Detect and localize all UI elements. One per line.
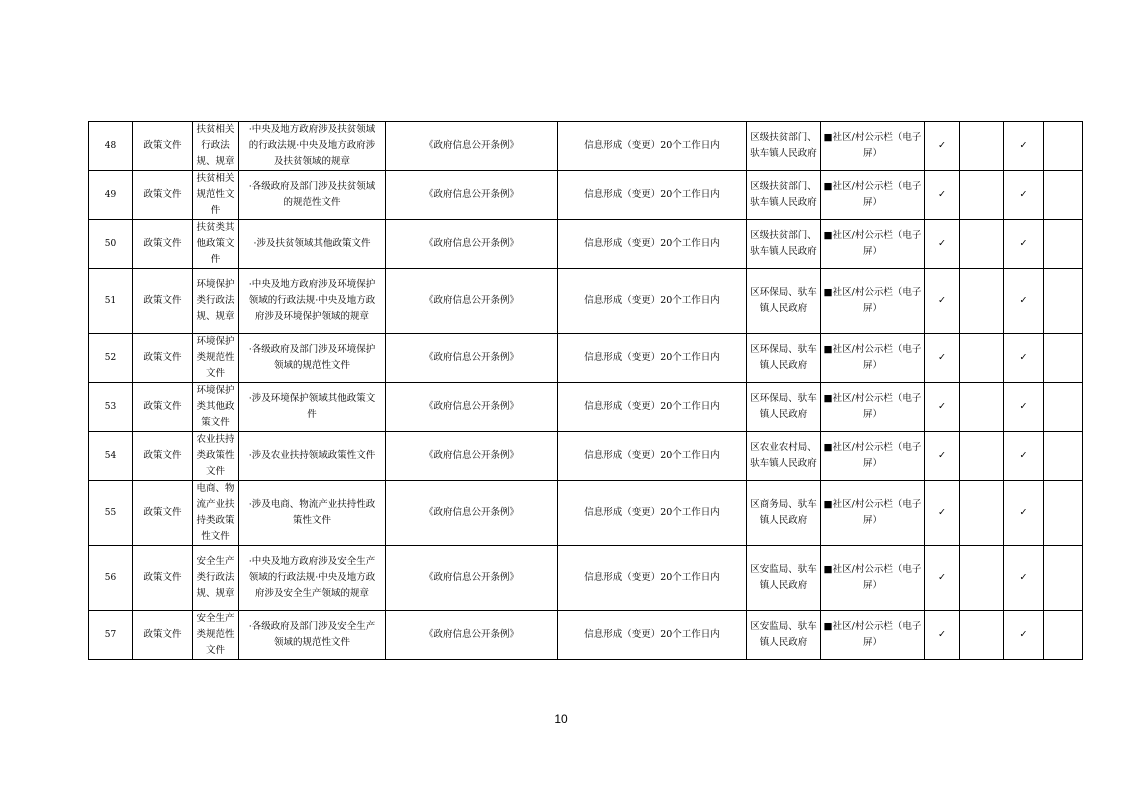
row-time-limit: 信息形成（变更）20个工作日内 [558,432,747,481]
row-basis: 《政府信息公开条例》 [386,546,558,611]
empty-cell [960,122,1004,171]
row-time-limit: 信息形成（变更）20个工作日内 [558,611,747,660]
check-cell: ✓ [925,171,960,220]
empty-cell [1044,269,1083,334]
check-cell: ✓ [1004,334,1044,383]
row-basis: 《政府信息公开条例》 [386,220,558,269]
row-content: ·涉及电商、物流产业扶持性政策性文件 [239,481,386,546]
empty-cell [1044,383,1083,432]
check-cell: ✓ [925,334,960,383]
empty-cell [1044,432,1083,481]
row-basis: 《政府信息公开条例》 [386,383,558,432]
empty-cell [960,432,1004,481]
row-time-limit: 信息形成（变更）20个工作日内 [558,171,747,220]
empty-cell [1044,611,1083,660]
row-basis: 《政府信息公开条例》 [386,334,558,383]
check-cell: ✓ [925,220,960,269]
empty-cell [960,546,1004,611]
check-cell: ✓ [1004,481,1044,546]
row-category: 政策文件 [133,481,193,546]
row-basis: 《政府信息公开条例》 [386,611,558,660]
check-cell: ✓ [1004,122,1044,171]
check-cell: ✓ [1004,611,1044,660]
row-subcategory: 电商、物流产业扶持类政策性文件 [193,481,239,546]
row-basis: 《政府信息公开条例》 [386,481,558,546]
row-number: 50 [89,220,133,269]
row-content: ·中央及地方政府涉及扶贫领域的行政法规·中央及地方政府涉及扶贫领域的规章 [239,122,386,171]
row-time-limit: 信息形成（变更）20个工作日内 [558,122,747,171]
row-channel: ■社区/村公示栏（电子屏） [821,481,925,546]
check-cell: ✓ [1004,220,1044,269]
row-category: 政策文件 [133,611,193,660]
table-row [89,220,1083,269]
empty-cell [1044,220,1083,269]
empty-cell [1044,546,1083,611]
row-subject: 区级扶贫部门、驮车镇人民政府 [747,171,821,220]
page-number: 10 [554,712,568,726]
empty-cell [960,171,1004,220]
table-row [89,383,1083,432]
row-channel: ■社区/村公示栏（电子屏） [821,334,925,383]
row-channel: ■社区/村公示栏（电子屏） [821,269,925,334]
table-row [89,122,1083,171]
row-subject: 区安监局、驮车镇人民政府 [747,611,821,660]
row-subject: 区安监局、驮车镇人民政府 [747,546,821,611]
row-content: ·涉及环境保护领域其他政策文件 [239,383,386,432]
row-content: ·中央及地方政府涉及安全生产领域的行政法规·中央及地方政府涉及安全生产领域的规章 [239,546,386,611]
check-cell: ✓ [925,122,960,171]
empty-cell [960,334,1004,383]
empty-cell [960,481,1004,546]
row-subcategory: 安全生产类规范性文件 [193,611,239,660]
row-subcategory: 扶贫类其他政策文件 [193,220,239,269]
disclosure-table [88,121,1083,660]
table-row [89,171,1083,220]
row-time-limit: 信息形成（变更）20个工作日内 [558,481,747,546]
table-row [89,611,1083,660]
row-channel: ■社区/村公示栏（电子屏） [821,122,925,171]
row-subject: 区级扶贫部门、驮车镇人民政府 [747,220,821,269]
empty-cell [1044,171,1083,220]
row-number: 55 [89,481,133,546]
row-content: ·涉及扶贫领域其他政策文件 [239,220,386,269]
row-category: 政策文件 [133,432,193,481]
row-content: ·各级政府及部门涉及环境保护领域的规范性文件 [239,334,386,383]
row-content: ·各级政府及部门涉及安全生产领域的规范性文件 [239,611,386,660]
row-content: ·各级政府及部门涉及扶贫领域的规范性文件 [239,171,386,220]
check-cell: ✓ [1004,432,1044,481]
check-cell: ✓ [925,432,960,481]
row-subcategory: 环境保护类行政法规、规章 [193,269,239,334]
row-category: 政策文件 [133,546,193,611]
row-category: 政策文件 [133,220,193,269]
row-category: 政策文件 [133,334,193,383]
row-subject: 区环保局、驮车镇人民政府 [747,334,821,383]
check-cell: ✓ [925,383,960,432]
row-basis: 《政府信息公开条例》 [386,171,558,220]
row-category: 政策文件 [133,171,193,220]
row-number: 52 [89,334,133,383]
row-number: 53 [89,383,133,432]
row-channel: ■社区/村公示栏（电子屏） [821,383,925,432]
row-number: 48 [89,122,133,171]
row-time-limit: 信息形成（变更）20个工作日内 [558,269,747,334]
table-row [89,481,1083,546]
check-cell: ✓ [1004,383,1044,432]
check-cell: ✓ [925,481,960,546]
row-time-limit: 信息形成（变更）20个工作日内 [558,220,747,269]
empty-cell [960,383,1004,432]
row-subject: 区级扶贫部门、驮车镇人民政府 [747,122,821,171]
check-cell: ✓ [925,546,960,611]
check-cell: ✓ [1004,546,1044,611]
empty-cell [960,269,1004,334]
row-channel: ■社区/村公示栏（电子屏） [821,546,925,611]
table-row [89,334,1083,383]
row-subject: 区商务局、驮车镇人民政府 [747,481,821,546]
row-subcategory: 农业扶持类政策性文件 [193,432,239,481]
row-channel: ■社区/村公示栏（电子屏） [821,220,925,269]
row-category: 政策文件 [133,122,193,171]
row-subcategory: 扶贫相关行政法规、规章 [193,122,239,171]
row-subject: 区农业农村局、驮车镇人民政府 [747,432,821,481]
row-basis: 《政府信息公开条例》 [386,432,558,481]
row-channel: ■社区/村公示栏（电子屏） [821,171,925,220]
row-channel: ■社区/村公示栏（电子屏） [821,611,925,660]
row-category: 政策文件 [133,269,193,334]
row-number: 57 [89,611,133,660]
check-cell: ✓ [925,269,960,334]
row-number: 54 [89,432,133,481]
table-row [89,432,1083,481]
row-basis: 《政府信息公开条例》 [386,269,558,334]
row-subcategory: 扶贫相关规范性文件 [193,171,239,220]
row-number: 49 [89,171,133,220]
row-content: ·中央及地方政府涉及环境保护领域的行政法规·中央及地方政府涉及环境保护领域的规章 [239,269,386,334]
empty-cell [1044,122,1083,171]
empty-cell [960,611,1004,660]
empty-cell [960,220,1004,269]
check-cell: ✓ [1004,171,1044,220]
row-number: 51 [89,269,133,334]
row-basis: 《政府信息公开条例》 [386,122,558,171]
empty-cell [1044,334,1083,383]
check-cell: ✓ [925,611,960,660]
row-content: ·涉及农业扶持领域政策性文件 [239,432,386,481]
row-channel: ■社区/村公示栏（电子屏） [821,432,925,481]
row-number: 56 [89,546,133,611]
row-time-limit: 信息形成（变更）20个工作日内 [558,546,747,611]
row-subcategory: 环境保护类其他政策文件 [193,383,239,432]
table-row [89,269,1083,334]
row-subject: 区环保局、驮车镇人民政府 [747,383,821,432]
check-cell: ✓ [1004,269,1044,334]
row-category: 政策文件 [133,383,193,432]
row-time-limit: 信息形成（变更）20个工作日内 [558,334,747,383]
row-subcategory: 环境保护类规范性文件 [193,334,239,383]
empty-cell [1044,481,1083,546]
row-subject: 区环保局、驮车镇人民政府 [747,269,821,334]
row-subcategory: 安全生产类行政法规、规章 [193,546,239,611]
row-time-limit: 信息形成（变更）20个工作日内 [558,383,747,432]
table-row [89,546,1083,611]
